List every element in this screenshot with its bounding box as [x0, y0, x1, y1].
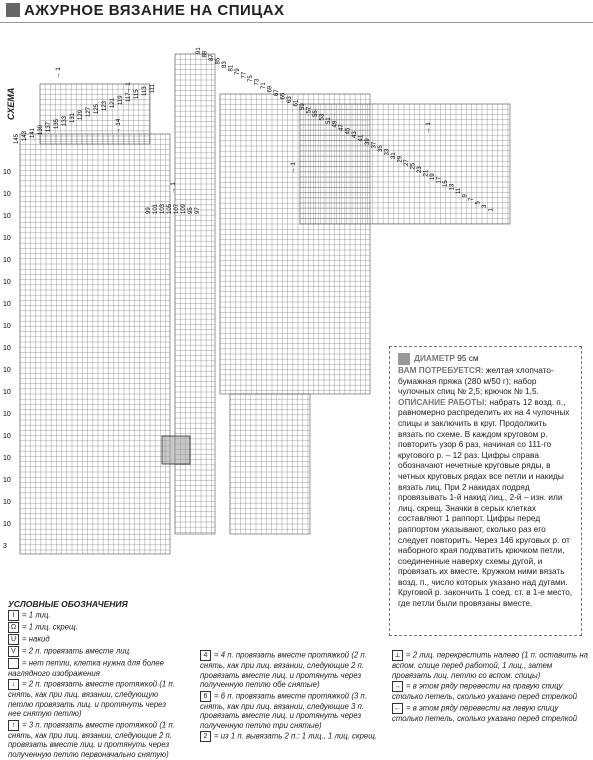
row-number: 69 [267, 85, 274, 93]
row-number: 123 [102, 100, 108, 111]
row-number: 63 [287, 96, 293, 103]
row-number: 21 [423, 169, 430, 177]
row-number: 45 [345, 127, 352, 135]
row-number: 141 [30, 127, 36, 138]
row-number: 101 [153, 203, 159, 214]
legend-item [200, 691, 380, 731]
legend-text: = 4 п. провязать вместе протяжкой (2 п. снять, как при лиц. вязании, следующие 2 п. провязать вместе лиц. и протянуть через полученную петлю обе снятые) [200, 650, 367, 689]
row-number: 3 [482, 204, 488, 208]
row-number: 139 [38, 124, 44, 135]
row-mark: 10 [3, 499, 11, 506]
rapport-area [162, 436, 190, 464]
row-number: 121 [110, 97, 116, 108]
legend-text: = 1 лиц. [22, 610, 51, 620]
legend-item [8, 622, 178, 633]
row-number: 127 [86, 106, 92, 117]
row-number: 67 [274, 89, 280, 96]
legend-text: = нет петли, клетка нужна для более наглядного изображения [8, 658, 164, 678]
legend-text: = накид [22, 634, 50, 644]
row-number: 43 [352, 131, 358, 138]
legend-text: = 6 п. провязать вместе протяжкой (3 п. снять, как при лиц. вязании, следующие 3 п. провязать вместе лиц. и протянуть через полученную петлю три снятые) [200, 691, 367, 730]
row-number: 17 [436, 176, 443, 184]
legend-col2 [200, 650, 380, 743]
row-number: 117 [126, 92, 132, 102]
legend-col1 [8, 600, 178, 760]
row-mark: 10 [3, 301, 11, 308]
row-number: 81 [228, 64, 235, 72]
legend-text: = из 1 п. вывязать 2 п.: 1 лиц., 1 лиц. скрещ. [214, 731, 378, 741]
legend-symbol-icon: → [394, 683, 401, 690]
row-number: 145 [14, 133, 20, 144]
row-mark: 10 [3, 367, 11, 374]
row-mark: 10 [3, 279, 11, 286]
legend-text: = 3 п. провязать вместе протяжкой (1 п. снять, как при лиц. вязании, следующие 2 п. провязать вместе лиц. и протянуть через полученную петлю первоначально снятую) [8, 720, 175, 759]
row-number: 71 [261, 82, 267, 89]
row-number: 31 [391, 152, 397, 159]
row-number: 87 [209, 54, 215, 61]
row-number: 125 [94, 103, 100, 114]
arrow-marker: → 1 [125, 82, 132, 94]
row-number: 39 [365, 138, 371, 145]
row-number: 115 [134, 89, 140, 99]
row-mark: 3 [3, 543, 7, 550]
scheme-label: СХЕМА [6, 87, 16, 120]
row-number: 91 [196, 47, 202, 54]
row-mark: 10 [3, 433, 11, 440]
row-mark: 10 [3, 389, 11, 396]
legend-item [392, 681, 588, 702]
header-bar [0, 0, 593, 23]
legend-symbol-icon: 2 [200, 731, 211, 742]
row-mark: 10 [3, 323, 11, 330]
row-number: 137 [46, 121, 52, 132]
legend-symbol-icon: V [8, 646, 19, 657]
info-box [389, 346, 582, 636]
desc-label: ОПИСАНИЕ РАБОТЫ: [398, 396, 488, 407]
row-number: 113 [142, 86, 148, 96]
legend-item [8, 610, 178, 621]
row-number: 73 [254, 78, 261, 86]
chart-left-block [20, 134, 170, 554]
row-number: 13 [449, 183, 456, 191]
diameter-value: 95 см [457, 353, 479, 364]
row-mark: 10 [3, 257, 11, 264]
legend-symbol-icon: ↓ [8, 679, 19, 690]
legend-text: = 2 п. провязать вместе лиц. [22, 646, 132, 656]
row-number: 85 [215, 57, 222, 65]
arrow-marker: → 1 [170, 182, 177, 194]
arrow-marker: → 1 [425, 122, 432, 134]
row-number: 27 [404, 159, 410, 166]
chart-right-block [220, 94, 370, 394]
row-number: 107 [174, 203, 180, 214]
legend-symbol-icon: ↑ [8, 720, 19, 731]
row-number: 89 [202, 50, 209, 58]
row-number: 37 [371, 141, 378, 149]
legend-text: = в этом ряду перевести на левую спицу столько петель, сколько указано перед стрелкой [392, 703, 578, 723]
row-number: 77 [241, 71, 248, 79]
row-number: 19 [430, 173, 436, 180]
page-title: АЖУРНОЕ ВЯЗАНИЕ НА СПИЦАХ [24, 2, 285, 19]
legend-symbol-icon: 4 [200, 650, 211, 661]
legend-symbol-icon: Ω [8, 622, 19, 633]
row-number: 35 [378, 145, 384, 152]
legend-symbol-icon: I [8, 610, 19, 621]
row-number: 5 [475, 201, 482, 205]
row-mark: 10 [3, 455, 11, 462]
legend-text: = 2 п. провязать вместе протяжкой (1 п. снять, как при лиц. вязании, следующую петлю провязать лиц. и протянуть через нее снятую петлю) [8, 679, 175, 718]
legend-item [392, 650, 588, 680]
row-number: 47 [339, 124, 345, 131]
row-number: 83 [222, 61, 228, 68]
row-number: 9 [462, 194, 469, 198]
legend-item [8, 646, 178, 657]
row-number: 99 [146, 207, 152, 214]
legend-item [392, 703, 588, 724]
legend-text: = в этом ряду перевести на правую спицу столько петель, сколько указано перед стрелкой [392, 681, 578, 701]
legend-text: = 1 лиц. скрещ. [22, 622, 78, 632]
row-number: 51 [326, 117, 332, 124]
diameter-label: ДИАМЕТР [414, 353, 455, 364]
row-number: 103 [160, 203, 166, 214]
row-number: 33 [384, 148, 391, 156]
info-square-icon [398, 353, 410, 365]
row-number: 109 [181, 203, 187, 214]
legend-symbol-icon [8, 658, 19, 669]
arrow-marker: → 1 [290, 162, 297, 174]
legend-text: = 2 лиц. перекрестить налево (1 п. оставить на вспом. спице перед работой, 1 лиц., затем провязать лиц. петлю со вспом. спицы) [392, 650, 588, 680]
row-number: 55 [313, 110, 319, 117]
needs-text: желтая хлопчато-бумажная пряжа (280 м/50 г); набор чулочных спиц № 2,5; крючок № 1,5. [398, 365, 554, 397]
legend-title: УСЛОВНЫЕ ОБОЗНАЧЕНИЯ [8, 599, 128, 609]
row-number: 41 [358, 134, 365, 142]
row-number: 143 [22, 130, 28, 141]
row-number: 1 [488, 208, 495, 212]
legend-item [8, 658, 178, 679]
row-mark: 10 [3, 477, 11, 484]
legend-col3 [392, 650, 588, 724]
legend-symbol-icon: ⟂ [392, 650, 403, 661]
row-number: 111 [150, 83, 156, 93]
row-number: 133 [62, 115, 68, 126]
row-number: 131 [70, 112, 76, 123]
row-mark: 10 [3, 169, 11, 176]
row-number: 97 [195, 207, 201, 214]
row-number: 129 [78, 109, 84, 120]
legend-item [200, 731, 380, 742]
legend-symbol-icon: 6 [200, 691, 211, 702]
row-number: 65 [280, 92, 287, 100]
row-number: 11 [456, 187, 462, 194]
row-number: 25 [410, 162, 417, 170]
row-mark: 10 [3, 345, 11, 352]
needs-label: ВАМ ПОТРЕБУЕТСЯ: [398, 365, 484, 375]
row-number: 59 [300, 103, 306, 110]
row-mark: 10 [3, 191, 11, 198]
row-number: 79 [235, 68, 241, 75]
row-number: 49 [332, 120, 339, 128]
row-number: 61 [293, 99, 300, 107]
row-number: 105 [167, 203, 173, 214]
row-mark: 10 [3, 521, 11, 528]
row-number: 7 [469, 197, 475, 201]
legend-symbol-icon: ← [394, 704, 401, 712]
row-number: 95 [188, 207, 194, 214]
row-number: 57 [306, 106, 313, 114]
row-number: 15 [443, 180, 449, 187]
row-mark: 10 [3, 213, 11, 220]
row-number: 75 [248, 75, 254, 82]
arrow-marker: → 14 [115, 118, 122, 134]
row-number: 119 [118, 95, 124, 105]
legend-symbol-icon: U [8, 634, 19, 645]
row-mark: 10 [3, 411, 11, 418]
row-number: 29 [397, 155, 404, 163]
desc-text: набрать 12 возд. п., равномерно распределить их на 4 чулочных спицы и заключить в круг. Продолжить вязать по схеме. В каждом круговом р. повторить узор 6 раз, начиная со 111-го кругового р. – 12 раз. Цифры справа обозначают нечетные круговые ряды, в четных круговых рядах все петли и накиды вязать лиц. При 2 накидах подряд провязывать 1-й накид лиц., 2-й – изн. или лиц. скрещ. Значки в серых клетках составляют 1 раппорт. Цифры перед раппортом указывают, сколько раз его следует повторить. Через 146 круговых р. от наборного края подхватить крючком петли, соединенные наверху схемы дугой, и провязать их вместе. Кружком ними вязать возд. п., число которых указано над дугами. Круговой р. закончить 1 соед. ст. в 1-е место, где петли были провязаны вместе. [398, 396, 573, 609]
title-square-icon [6, 3, 20, 17]
row-number: 135 [54, 118, 60, 129]
arrow-marker: → 1 [55, 67, 62, 79]
legend-item [8, 679, 178, 719]
legend-item [8, 720, 178, 760]
legend-item [200, 650, 380, 690]
chart-lower-block [230, 394, 310, 534]
row-number: 53 [319, 113, 326, 121]
row-number: 23 [417, 166, 423, 173]
legend-item [8, 634, 178, 645]
row-mark: 10 [3, 235, 11, 242]
